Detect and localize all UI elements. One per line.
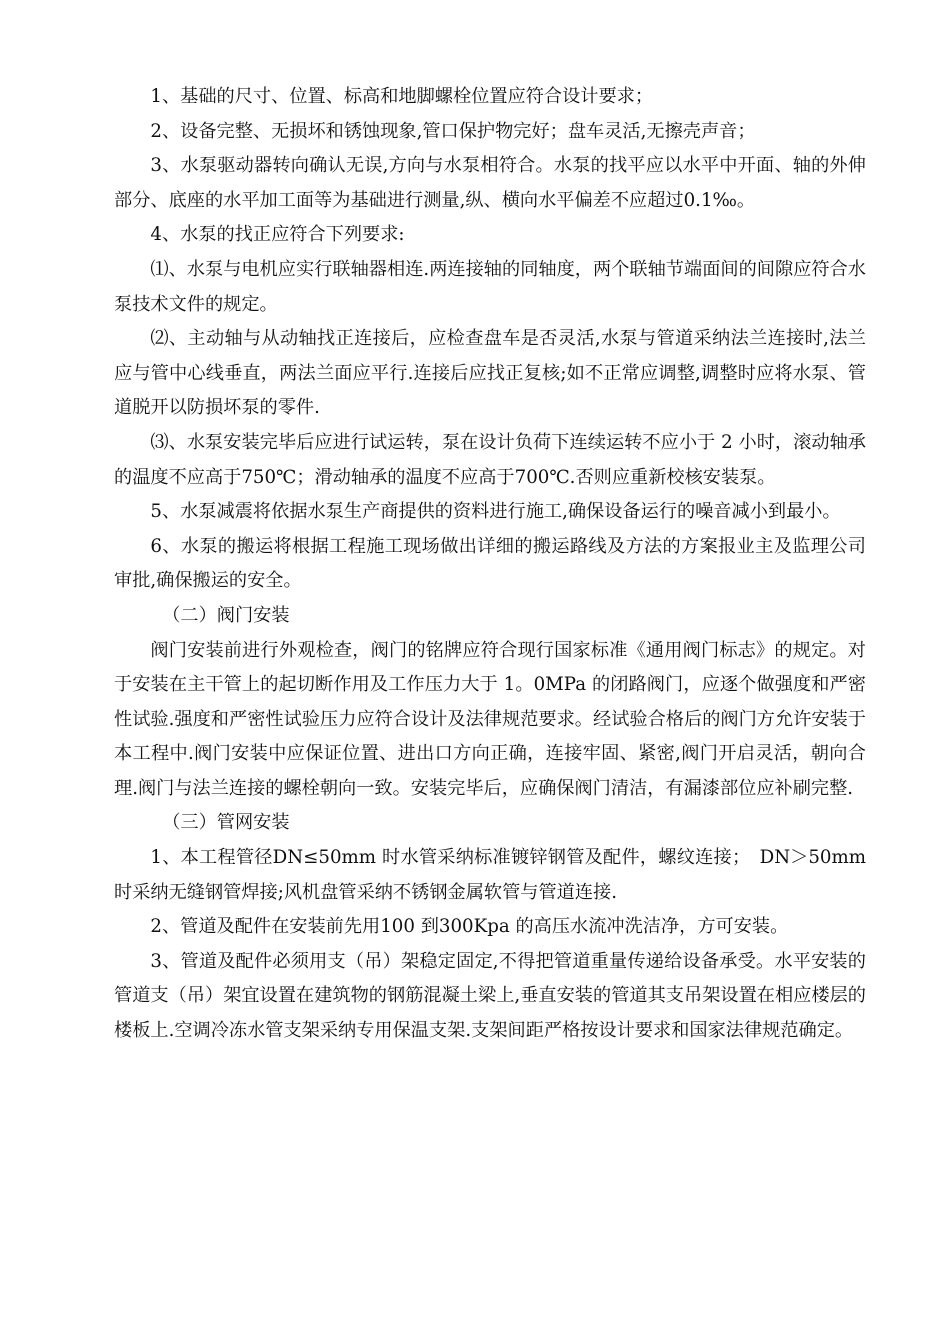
paragraph-pipe-flushing: 2、管道及配件在安装前先用100 到300Kpa 的高压水流冲洗洁净，方可安装。 [150, 916, 789, 938]
paragraph-pipe-material: 1、本工程管径DN≤50mm 时水管采纳标准镀锌钢管及配件，螺纹连接； DN＞50mm时采纳无缝钢管焊接;风机盘管采纳不锈钢金属软管与管道连接. [114, 847, 866, 903]
document-body [114, 80, 866, 1049]
paragraph-shaft-alignment: ⑵、主动轴与从动轴找正连接后，应检查盘车是否灵活,水泵与管道采纳法兰连接时,法兰应与管中心线垂直，两法兰面应平行.连接后应找正复核;如不正常应调整,调整时应将水泵、管道脱开以防损坏泵的零件. [114, 328, 866, 419]
paragraph-equipment-condition: 2、设备完整、无损坏和锈蚀现象,管口保护物完好；盘车灵活,无擦壳声音； [150, 120, 756, 142]
paragraph-transport: 6、水泵的搬运将根据工程施工现场做出详细的搬运路线及方法的方案报业主及监理公司审批,确保搬运的安全。 [114, 535, 866, 592]
paragraph-valve-installation: 阀门安装前进行外观检查，阀门的铭牌应符合现行国家标准《通用阀门标志》的规定。对于安装在主干管上的起切断作用及工作压力大于 1。0MPa 的闭路阀门，应逐个做强度和严密性试验.强度和严密性试验压力应符合设计及法律规范要求。经试验合格后的阀门方允许安装于本工程中.阀门安装中应保证位置、进出口方向正确，连接牢固、紧密,阀门开启灵活，朝向合理.阀门与法兰连接的螺栓朝向一致。安装完毕后，应确保阀门清洁，有漏漆部位应补刷完整. [114, 639, 866, 799]
paragraph-foundation-requirements: 1、基础的尺寸、位置、标高和地脚螺栓位置应符合设计要求； [150, 86, 654, 107]
section-heading-valve-installation: （二）阀门安装 [162, 604, 290, 626]
paragraph-pump-leveling: 3、水泵驱动器转向确认无误,方向与水泵相符合。水泵的找平应以水平中开面、轴的外伸部分、底座的水平加工面等为基础进行测量,纵、横向水平偏差不应超过0.1‰。 [114, 155, 866, 211]
paragraph-coupling-alignment: ⑴、水泵与电机应实行联轴器相连.两连接轴的同轴度，两个联轴节端面间的间隙应符合水泵技术文件的规定。 [114, 258, 866, 315]
section-heading-pipe-network: （三）管网安装 [162, 812, 290, 834]
paragraph-alignment-intro: 4、水泵的找正应符合下列要求: [150, 224, 405, 246]
paragraph-trial-run: ⑶、水泵安装完毕后应进行试运转，泵在设计负荷下连续运转不应小于 2 小时，滚动轴承的温度不应高于750℃；滑动轴承的温度不应高于700℃.否则应重新校核安装泵。 [114, 431, 866, 488]
paragraph-pipe-supports: 3、管道及配件必须用支（吊）架稳定固定,不得把管道重量传递给设备承受。水平安装的管道支（吊）架宜设置在建筑物的钢筋混凝土梁上,垂直安装的管道其支吊架设置在相应楼层的楼板上.空调冷冻水管支架采纳专用保温支架.支架间距严格按设计要求和国家法律规范确定。 [114, 950, 866, 1042]
paragraph-vibration-damping: 5、水泵减震将依据水泵生产商提供的资料进行施工,确保设备运行的噪音减小到最小。 [150, 501, 841, 523]
